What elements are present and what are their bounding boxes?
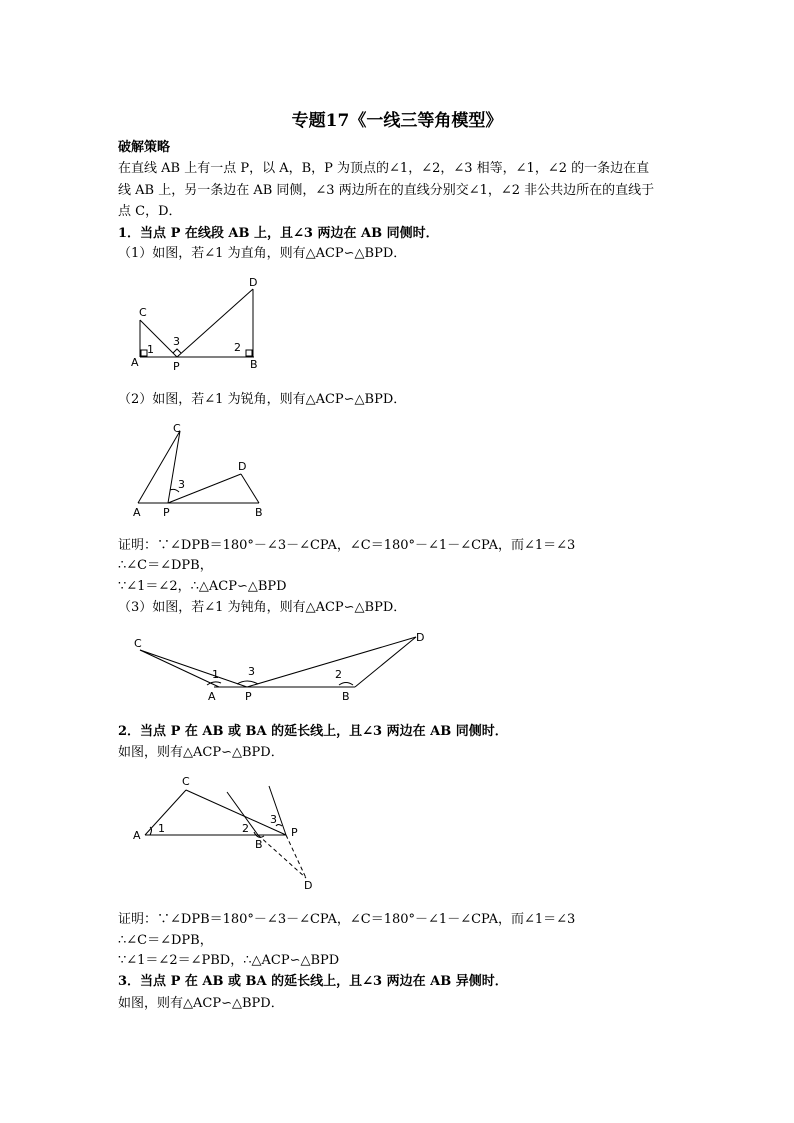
line-cp — [140, 320, 177, 357]
angle-label-1: 1 — [212, 668, 219, 681]
label-a: A — [133, 506, 141, 519]
figure-extension — [128, 772, 328, 896]
label-p: P — [245, 690, 252, 703]
label-p: P — [291, 826, 298, 839]
label-b: B — [255, 506, 263, 519]
case1-proof-2: ∴∠C＝∠DPB， — [118, 558, 213, 573]
angle-label-3: 3 — [178, 478, 185, 491]
angle-label-3: 3 — [270, 813, 277, 826]
figure-obtuse-angle — [128, 628, 438, 704]
right-angle-mark-p — [173, 349, 181, 353]
angle-label-2: 2 — [335, 668, 342, 681]
case2-heading: 2．当点 P 在 AB 或 BA 的延长线上，且∠3 两边在 AB 同侧时． — [118, 724, 508, 739]
angle-label-2: 2 — [234, 341, 241, 354]
angle-label-3: 3 — [248, 665, 255, 678]
label-p: P — [173, 360, 180, 372]
label-d: D — [249, 276, 258, 289]
case2-proof-1: 证明：∵∠DPB＝180°－∠3－∠CPA，∠C＝180°－∠1－∠CPA，而∠1＝∠3 — [118, 912, 576, 927]
label-c: C — [139, 306, 147, 319]
case2-text: 如图，则有△ACP∽△BPD． — [118, 745, 284, 760]
angle-label-3: 3 — [173, 335, 180, 348]
label-d: D — [416, 631, 425, 644]
label-c: C — [134, 637, 142, 650]
line-bd-dashed — [258, 835, 306, 878]
angle-label-2: 2 — [242, 822, 249, 835]
label-b: B — [250, 358, 258, 371]
line-bd — [355, 637, 416, 687]
line-pd — [247, 637, 416, 687]
line-ca — [140, 650, 219, 687]
intro-line-3: 点 C，D． — [118, 204, 182, 219]
line-cp — [140, 650, 247, 687]
figure-acute-angle — [128, 418, 278, 522]
case1-sub2: （2）如图，若∠1 为锐角，则有△ACP∽△BPD． — [118, 392, 407, 407]
label-b: B — [255, 838, 263, 851]
label-c: C — [182, 775, 190, 788]
line-pd-dashed — [286, 835, 306, 878]
label-a: A — [133, 829, 141, 842]
label-a: A — [208, 690, 216, 703]
case1-sub1: （1）如图，若∠1 为直角，则有△ACP∽△BPD． — [118, 246, 407, 261]
case3-text: 如图，则有△ACP∽△BPD． — [118, 996, 284, 1011]
intro-line-1: 在直线 AB 上有一点 P，以 A，B，P 为顶点的∠1，∠2，∠3 相等，∠1，∠2 的一条边在直 — [118, 161, 650, 176]
label-b: B — [342, 690, 350, 703]
right-angle-mark-b — [246, 350, 252, 356]
angle-arc-1 — [150, 827, 152, 835]
section-heading: 破解策略 — [118, 140, 171, 155]
case2-proof-2: ∴∠C＝∠DPB， — [118, 933, 213, 948]
label-a: A — [131, 356, 139, 369]
page-title: 专题17《一线三等角模型》 — [291, 111, 503, 131]
line-bd — [241, 474, 259, 503]
angle-arc-2 — [339, 683, 353, 686]
case1-heading: 1．当点 P 在线段 AB 上，且∠3 两边在 AB 同侧时． — [118, 226, 439, 241]
label-c: C — [173, 422, 181, 435]
line-pd — [177, 289, 253, 357]
case2-proof-3: ∵∠1＝∠2＝∠PBD，∴△ACP∽△BPD — [118, 953, 340, 968]
angle-arc-3 — [237, 681, 258, 684]
intro-line-2: 线 AB 上，另一条边在 AB 同侧，∠3 两边所在的直线分别交∠1，∠2 非公共边所在的直线于 — [118, 183, 655, 198]
label-p: P — [163, 506, 170, 519]
figure-right-angle — [128, 272, 278, 372]
angle-label-1: 1 — [147, 343, 154, 356]
case1-proof-3: ∵∠1＝∠2，∴△ACP∽△BPD — [118, 579, 287, 594]
label-d: D — [304, 879, 313, 892]
case1-sub3: （3）如图，若∠1 为钝角，则有△ACP∽△BPD． — [118, 600, 407, 615]
angle-label-1: 1 — [158, 822, 165, 835]
label-d: D — [238, 460, 247, 473]
line-p-ray — [269, 786, 286, 835]
case3-heading: 3．当点 P 在 AB 或 BA 的延长线上，且∠3 两边在 AB 异侧时． — [118, 974, 508, 989]
case1-proof-1: 证明：∵∠DPB＝180°－∠3－∠CPA，∠C＝180°－∠1－∠CPA，而∠1＝∠3 — [118, 538, 576, 553]
